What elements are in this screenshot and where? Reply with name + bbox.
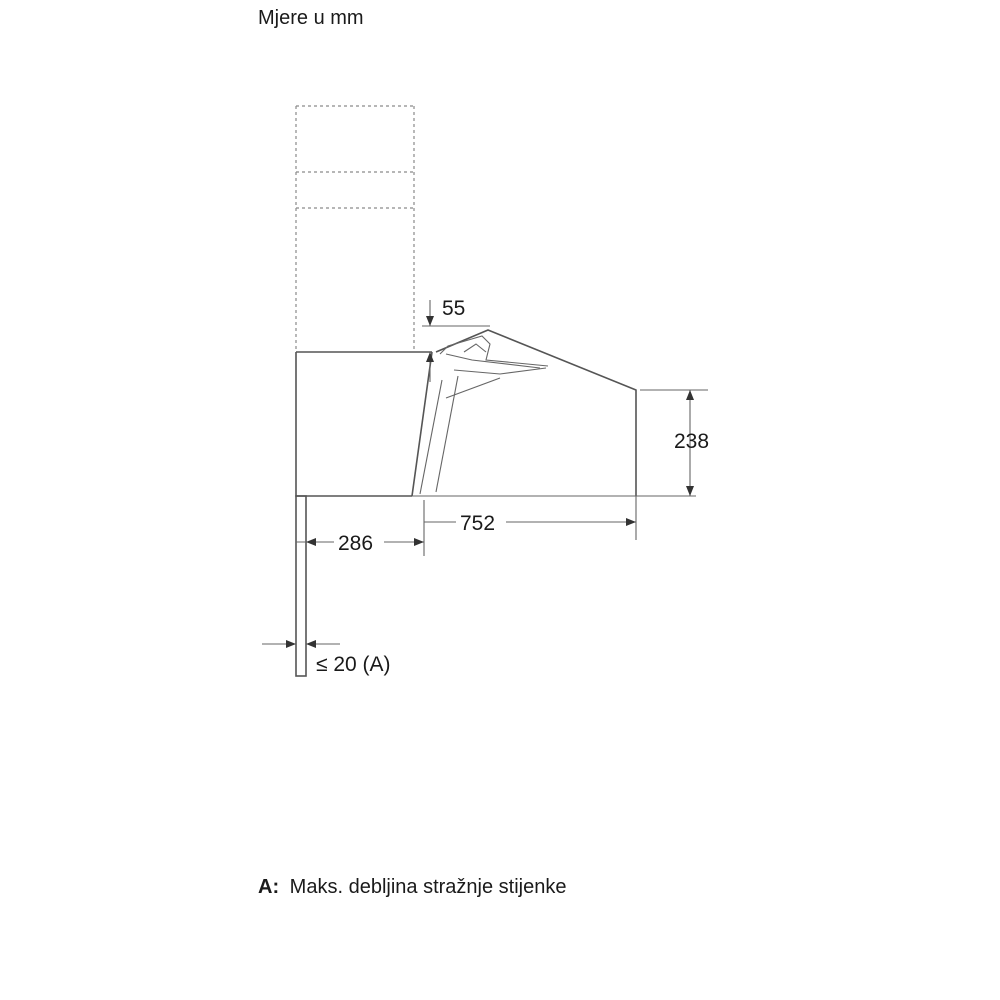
back-wall xyxy=(296,496,306,676)
dimension-55-label: 55 xyxy=(442,297,466,320)
dimension-752-label: 752 xyxy=(460,512,496,535)
dimension-wall-thickness xyxy=(262,640,391,676)
dimension-55 xyxy=(422,297,490,382)
cabinet-body xyxy=(296,352,432,496)
legend-text: Maks. debljina stražnje stijenke xyxy=(289,876,567,898)
units-note: Mjere u mm xyxy=(258,7,364,29)
legend-key: A: xyxy=(258,876,280,898)
dimension-286-label: 286 xyxy=(338,532,374,555)
dimension-752 xyxy=(424,496,636,556)
dimension-238 xyxy=(640,390,709,496)
dimension-238-label: 238 xyxy=(674,430,710,453)
legend-line xyxy=(258,876,566,898)
chimney-outline xyxy=(296,106,414,352)
hood-canopy xyxy=(420,330,636,496)
dimension-wall-thickness-label: ≤ 20 (A) xyxy=(316,653,391,676)
dimension-286 xyxy=(296,532,424,555)
